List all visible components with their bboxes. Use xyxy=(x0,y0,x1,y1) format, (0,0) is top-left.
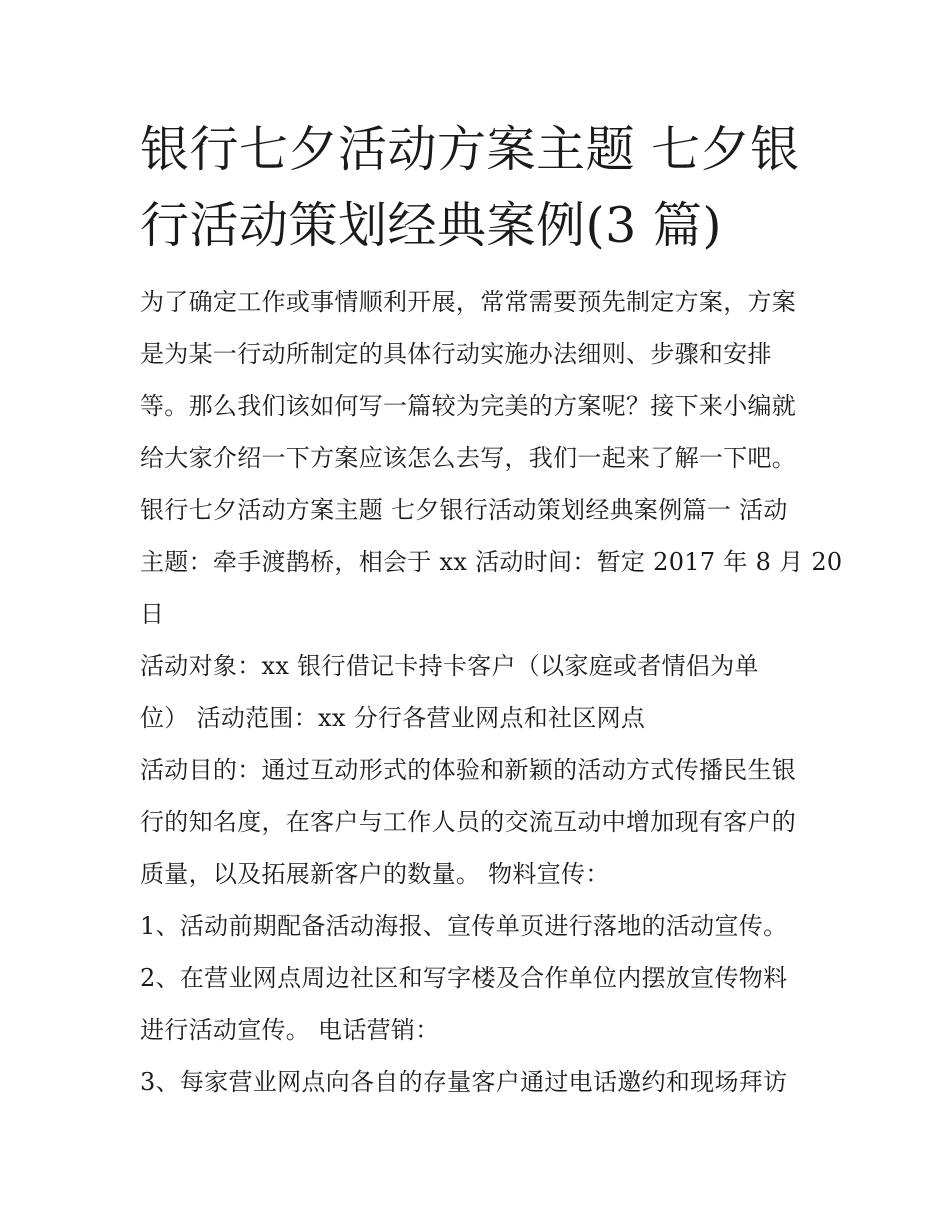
body-line: 活动目的：通过互动形式的体验和新颖的活动方式传播民生银 xyxy=(140,756,797,784)
body-line: 2、在营业网点周边社区和写字楼及合作单位内摆放宣传物料 xyxy=(140,964,788,992)
body-line: 主题：牵手渡鹊桥，相会于 xx 活动时间：暂定 2017 年 8 月 20 xyxy=(140,548,843,576)
body-line: 活动对象：xx 银行借记卡持卡客户（以家庭或者情侣为单 xyxy=(140,652,759,680)
body-line: 进行活动宣传。 电话营销： xyxy=(140,1016,440,1044)
body-line: 为了确定工作或事情顺利开展，常常需要预先制定方案，方案 xyxy=(140,288,797,316)
body-line: 行的知名度，在客户与工作人员的交流互动中增加现有客户的 xyxy=(140,808,797,836)
title-line: 银行七夕活动方案主题 七夕银 xyxy=(140,121,800,178)
document-title xyxy=(140,112,830,264)
document-body xyxy=(140,276,843,1108)
body-line: 3、每家营业网点向各自的存量客户通过电话邀约和现场拜访 xyxy=(140,1068,788,1096)
title-line: 行活动策划经典案例(3 篇) xyxy=(140,197,722,254)
body-line: 1、活动前期配备活动海报、宣传单页进行落地的活动宣传。 xyxy=(140,912,788,940)
body-line: 给大家介绍一下方案应该怎么去写，我们一起来了解一下吧。 xyxy=(140,444,797,472)
body-line: 是为某一行动所制定的具体行动实施办法细则、步骤和安排 xyxy=(140,340,772,368)
body-line: 等。那么我们该如何写一篇较为完美的方案呢？接下来小编就 xyxy=(140,392,797,420)
body-line: 质量，以及拓展新客户的数量。 物料宣传： xyxy=(140,860,610,888)
body-line: 日 xyxy=(140,600,165,628)
body-line: 银行七夕活动方案主题 七夕银行活动策划经典案例篇一 活动 xyxy=(140,496,788,524)
body-line: 位） 活动范围：xx 分行各营业网点和社区网点 xyxy=(140,704,646,732)
